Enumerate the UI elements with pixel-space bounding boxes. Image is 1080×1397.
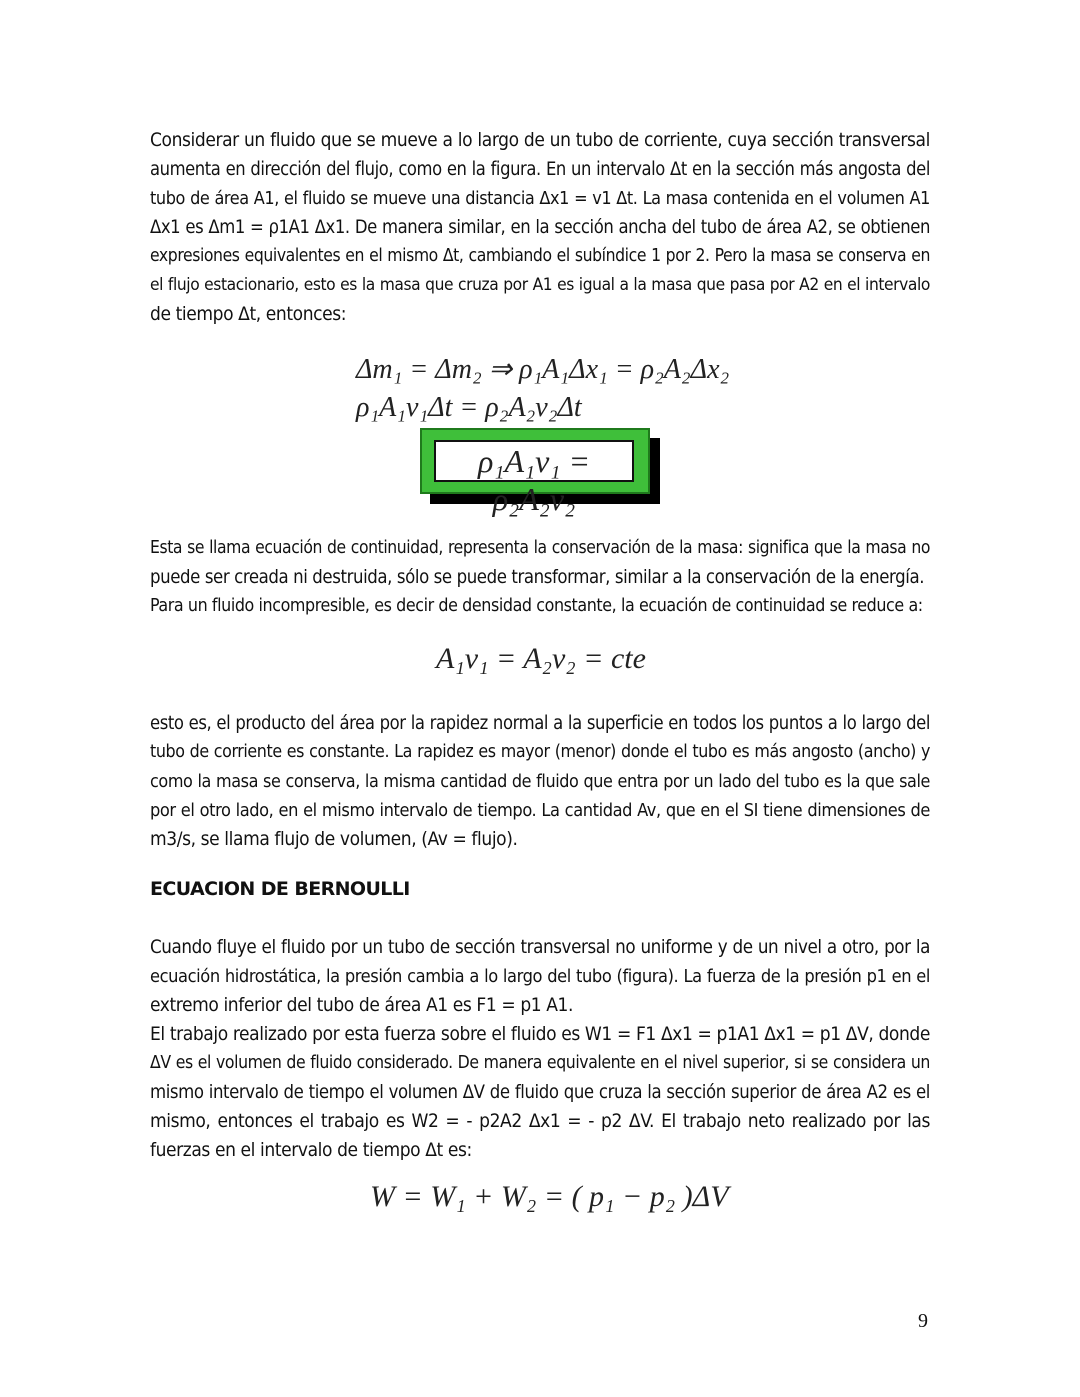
text-line: puede ser creada ni destruida, sólo se puede transformar, similar a la conservación de la energía. xyxy=(150,567,925,588)
text-line: extremo inferior del tubo de área A1 es F1 = p1 A1. xyxy=(150,994,574,1016)
paragraph-bernoulli-intro xyxy=(150,933,930,1020)
equation-mass-balance: Δm₁ = Δm₂ ⇒ ρ₁A₁Δx₁ = ρ₂A₂Δx₂ xyxy=(356,354,730,385)
text-line: esto es, el producto del área por la rapidez normal a la superficie en todos los puntos a lo largo del xyxy=(150,713,930,734)
text-line: mismo, entonces el trabajo es W2 = - p2A2 Δx1 = - p2 ΔV. El trabajo neto realizado por las xyxy=(150,1110,930,1132)
equation-continuity-boxed: ρ₁A₁v₁ = ρ₂A₂v₂ xyxy=(434,440,634,482)
text-line: Cuando fluye el fluido por un tubo de sección transversal no uniforme y de un nivel a otro, por la xyxy=(150,937,930,958)
box-frame xyxy=(420,428,650,517)
text-line: como la masa se conserva, la misma cantidad de fluido que entra por un lado del tubo es la que sale xyxy=(150,771,930,792)
text-line: Para un fluido incompresible, es decir de densidad constante, la ecuación de continuidad se reduce a: xyxy=(150,596,923,616)
text-line: aumenta en dirección del flujo, como en la figura. En un intervalo Δt en la sección más angosta del xyxy=(150,159,930,180)
paragraph-continuity-intro xyxy=(150,126,930,329)
paragraph-flow-rate xyxy=(150,709,930,854)
text-line: tubo de corriente es constante. La rapidez es mayor (menor) donde el tubo es más angosto (ancho) y xyxy=(150,742,930,762)
text-line: expresiones equivalentes en el mismo Δt, cambiando el subíndice 1 por 2. Pero la masa se conserva en xyxy=(150,246,930,266)
page-number: 9 xyxy=(918,1310,928,1332)
paragraph-work-done xyxy=(150,1020,930,1165)
equation-mass-flow-time: ρ₁A₁v₁Δt = ρ₂A₂v₂Δt xyxy=(356,392,582,423)
text-line: ΔV es el volumen de fluido considerado. De manera equivalente en el nivel superior, si se considera un xyxy=(150,1053,930,1073)
text-line: El trabajo realizado por esta fuerza sobre el fluido es W1 = F1 Δx1 = p1A1 Δx1 = p1 ΔV, donde xyxy=(150,1023,930,1045)
equation-incompressible-continuity: A₁v₁ = A₂v₂ = cte xyxy=(436,642,646,675)
equation-net-work: W = W₁ + W₂ = ( p₁ − p₂ )ΔV xyxy=(370,1180,729,1213)
paragraph-continuity-definition xyxy=(150,534,930,621)
text-line: por el otro lado, en el mismo intervalo de tiempo. La cantidad Av, que en el SI tiene dimensiones de xyxy=(150,800,930,821)
text-line: fuerzas en el intervalo de tiempo Δt es: xyxy=(150,1139,472,1161)
text-line: Esta se llama ecuación de continuidad, representa la conservación de la masa: significa que la masa no xyxy=(150,538,930,558)
continuity-equation-box xyxy=(420,428,652,517)
section-heading-bernoulli: ECUACION DE BERNOULLI xyxy=(150,878,410,900)
text-line: tubo de área A1, el fluido se mueve una distancia Δx1 = v1 Δt. La masa contenida en el volumen A1 xyxy=(150,188,930,209)
text-line: ecuación hidrostática, la presión cambia a lo largo del tubo (figura). La fuerza de la presión p1 en el xyxy=(150,966,930,987)
text-line: Δx1 es Δm1 = ρ1A1 Δx1. De manera similar, en la sección ancha del tubo de área A2, se obtienen xyxy=(150,217,930,238)
text-line: de tiempo Δt, entonces: xyxy=(150,303,347,325)
text-line: mismo intervalo de tiempo el volumen ΔV de fluido que cruza la sección superior de área A2 es el xyxy=(150,1082,930,1103)
text-line: Considerar un fluido que se mueve a lo largo de un tubo de corriente, cuya sección transversal xyxy=(150,129,930,151)
text-line: el flujo estacionario, esto es la masa que cruza por A1 es igual a la masa que pasa por A2 en el intervalo xyxy=(150,275,930,295)
text-line: m3/s, se llama flujo de volumen, (Av = flujo). xyxy=(150,828,518,850)
